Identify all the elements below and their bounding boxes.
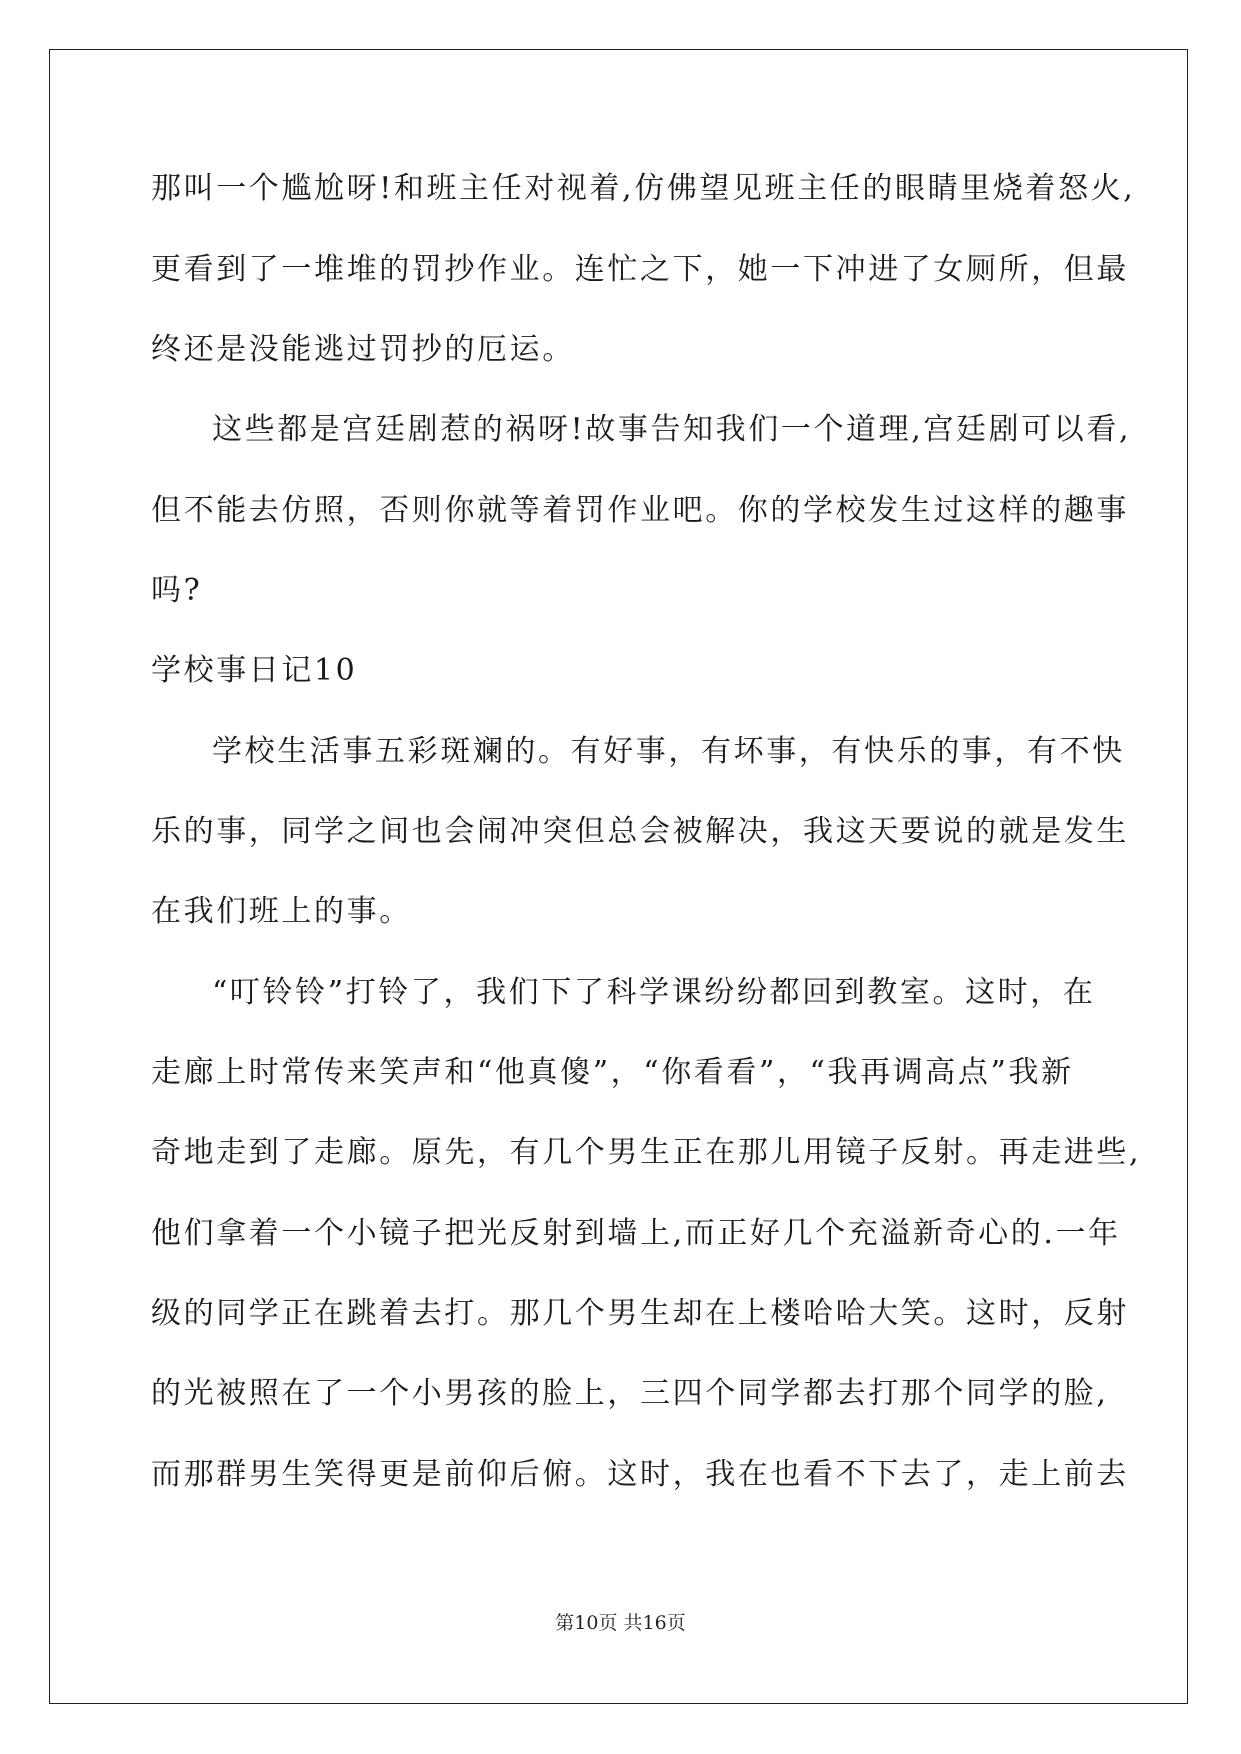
text-line: 而那群男生笑得更是前仰后俯。这时，我在也看不下去了，走上前去 bbox=[151, 1457, 1129, 1492]
section-heading: 学校事日记10 bbox=[151, 653, 358, 688]
text-line: “叮铃铃”打铃了，我们下了科学课纷纷都回到教室。这时，在 bbox=[212, 975, 1096, 1010]
text-line: 终还是没能逃过罚抄的厄运。 bbox=[151, 332, 575, 367]
text-line: 走廊上时常传来笑声和“他真傻”，“你看看”，“我再调高点”我新 bbox=[151, 1055, 1074, 1090]
text-line: 的光被照在了一个小男孩的脸上，三四个同学都去打那个同学的脸, bbox=[151, 1376, 1109, 1411]
text-line: 级的同学正在跳着去打。那几个男生却在上楼哈哈大笑。这时，反射 bbox=[151, 1296, 1129, 1331]
text-line: 乐的事，同学之间也会闹冲突但总会被解决，我这天要说的就是发生 bbox=[151, 814, 1129, 849]
text-line: 学校生活事五彩斑斓的。有好事，有坏事，有快乐的事，有不快 bbox=[212, 734, 1125, 769]
text-line: 他们拿着一个小镜子把光反射到墙上,而正好几个充溢新奇心的.一年 bbox=[151, 1216, 1121, 1251]
text-line: 更看到了一堆堆的罚抄作业。连忙之下，她一下冲进了女厕所，但最 bbox=[151, 252, 1129, 287]
text-line: 这些都是宫廷剧惹的祸呀!故事告知我们一个道理,宫廷剧可以看, bbox=[212, 412, 1132, 447]
text-line: 吗? bbox=[151, 573, 203, 608]
text-line: 奇地走到了走廊。原先，有几个男生正在那儿用镜子反射。再走进些, bbox=[151, 1135, 1142, 1170]
page-number: 第10页 共16页 bbox=[555, 1612, 686, 1634]
text-line: 那叫一个尴尬呀!和班主任对视着,仿佛望见班主任的眼睛里烧着怒火, bbox=[151, 171, 1136, 206]
text-line: 在我们班上的事。 bbox=[151, 894, 412, 929]
text-line: 但不能去仿照，否则你就等着罚作业吧。你的学校发生过这样的趣事 bbox=[151, 493, 1129, 528]
